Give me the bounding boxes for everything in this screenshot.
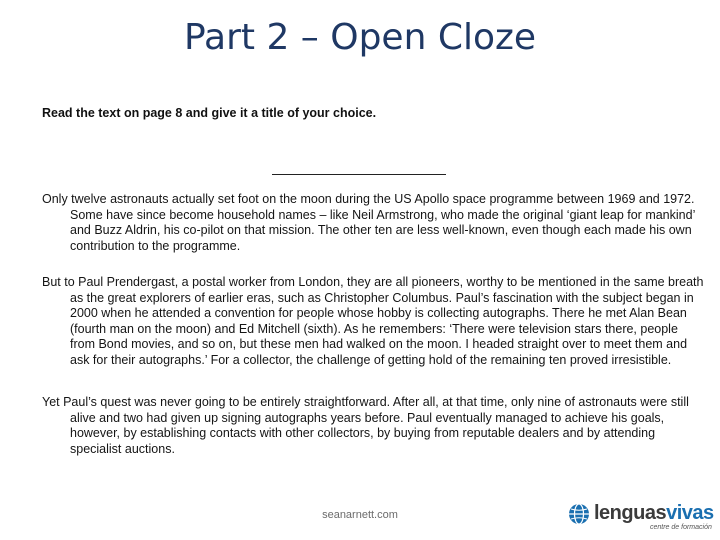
paragraph-1: Only twelve astronauts actually set foot on the moon during the US Apollo space programme between 1969 and 1972. Some have since become household names – like Neil Armstrong, who made the original ‘giant leap for mankind’ and Buzz Aldrin, his co-pilot on that mission. The other ten are less well-known, even though each made his own contribution to the programme. [42, 192, 695, 253]
globe-icon [568, 503, 590, 525]
lenguasvivas-logo [566, 498, 716, 534]
paragraph-2: But to Paul Prendergast, a postal worker from London, they are all pioneers, worthy to be mentioned in the same breath as the great explorers of earlier eras, such as Christopher Columbus. Paul’s fascination with the subject began in 2000 when he attended a convention for people whose hobby is collecting autographs. There he met Alan Bean (fourth man on the moon) and Ed Mitchell (sixth). As he remembers: ‘There were television stars there, people from Bond movies, and so on, but these men had walked on the moon. I headed straight over to meet them and ask for their autographs.’ For a collector, the challenge of getting hold of the remaining ten proved irresistible. [42, 275, 704, 367]
paragraph-3: Yet Paul’s quest was never going to be entirely straightforward. After all, at that time, only nine of astronauts were still alive and two had given up signing autographs years before. Paul eventually managed to achieve his goals, however, by establishing contacts with other collectors, by buying from reputable dealers and by attending specialist auctions. [42, 395, 689, 456]
logo-word-part2: vivas [666, 502, 714, 524]
slide-title: Part 2 – Open Cloze [183, 17, 537, 58]
footer-credit: seanarnett.com [322, 509, 398, 521]
title-answer-blank [272, 160, 446, 175]
instruction-text: Read the text on page 8 and give it a title of your choice. [42, 106, 377, 120]
logo-word-part1: lenguas [594, 502, 667, 524]
logo-subtitle: centre de formación [650, 524, 712, 531]
logo-wordmark [594, 501, 714, 525]
